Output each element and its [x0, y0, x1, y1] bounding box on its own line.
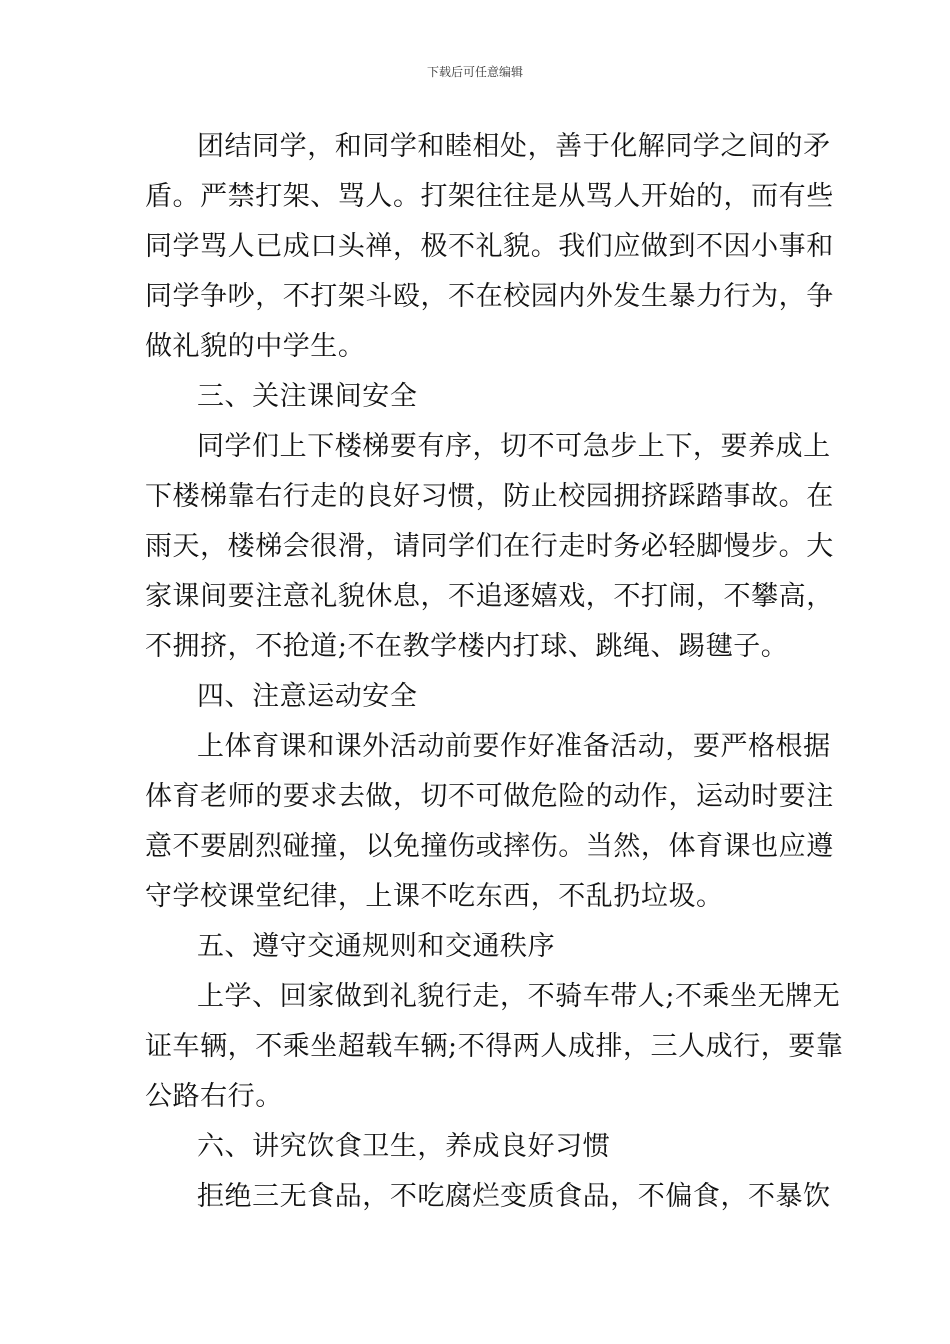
text-line: 不拥挤，不抢道;不在教学楼内打球、跳绳、踢毽子。 — [145, 631, 789, 662]
section-heading: 四、注意运动安全 — [197, 681, 418, 712]
document-body — [145, 122, 844, 1222]
text-line: 家课间要注意礼貌休息，不追逐嬉戏，不打闹，不攀高， — [145, 581, 834, 612]
paragraph-pe-class — [145, 722, 834, 922]
page-header-note: 下载后可任意编辑 — [426, 65, 523, 79]
text-line: 拒绝三无食品，不吃腐烂变质食品，不偏食，不暴饮 — [197, 1181, 831, 1212]
text-line: 做礼貌的中学生。 — [145, 331, 366, 362]
section-heading-food-hygiene — [145, 1122, 810, 1172]
paragraph-traffic — [145, 972, 844, 1122]
paragraph-stairs — [145, 422, 834, 672]
text-line: 同学骂人已成口头禅，极不礼貌。我们应做到不因小事和 — [145, 231, 834, 262]
section-heading: 五、遵守交通规则和交通秩序 — [197, 931, 556, 962]
text-line: 雨天，楼梯会很滑，请同学们在行走时务必轻脚慢步。大 — [145, 531, 834, 562]
text-line: 团结同学，和同学和睦相处，善于化解同学之间的矛 — [197, 131, 831, 162]
paragraph-food — [145, 1172, 831, 1222]
text-line: 守学校课堂纪律，上课不吃东西，不乱扔垃圾。 — [145, 881, 724, 912]
paragraph-unity — [145, 122, 834, 372]
section-heading-recess-safety — [145, 372, 810, 422]
text-line: 盾。严禁打架、骂人。打架往往是从骂人开始的，而有些 — [145, 181, 834, 212]
text-line: 体育老师的要求去做，切不可做危险的动作，运动时要注 — [145, 781, 834, 812]
text-line: 证车辆，不乘坐超载车辆;不得两人成排，三人成行，要靠 — [145, 1031, 844, 1062]
text-line: 公路右行。 — [145, 1081, 283, 1112]
section-heading: 六、讲究饮食卫生，养成良好习惯 — [197, 1131, 611, 1162]
text-line: 同学们上下楼梯要有序，切不可急步上下，要养成上 — [197, 431, 831, 462]
section-heading-traffic-rules — [145, 922, 810, 972]
section-heading: 三、关注课间安全 — [197, 381, 418, 412]
text-line: 上学、回家做到礼貌行走，不骑车带人;不乘坐无牌无 — [197, 981, 841, 1012]
section-heading-sports-safety — [145, 672, 810, 722]
text-line: 同学争吵，不打架斗殴，不在校园内外发生暴力行为，争 — [145, 281, 834, 312]
text-line: 意不要剧烈碰撞，以免撞伤或摔伤。当然，体育课也应遵 — [145, 831, 834, 862]
text-line: 上体育课和课外活动前要作好准备活动，要严格根据 — [197, 731, 831, 762]
text-line: 下楼梯靠右行走的良好习惯，防止校园拥挤踩踏事故。在 — [145, 481, 834, 512]
